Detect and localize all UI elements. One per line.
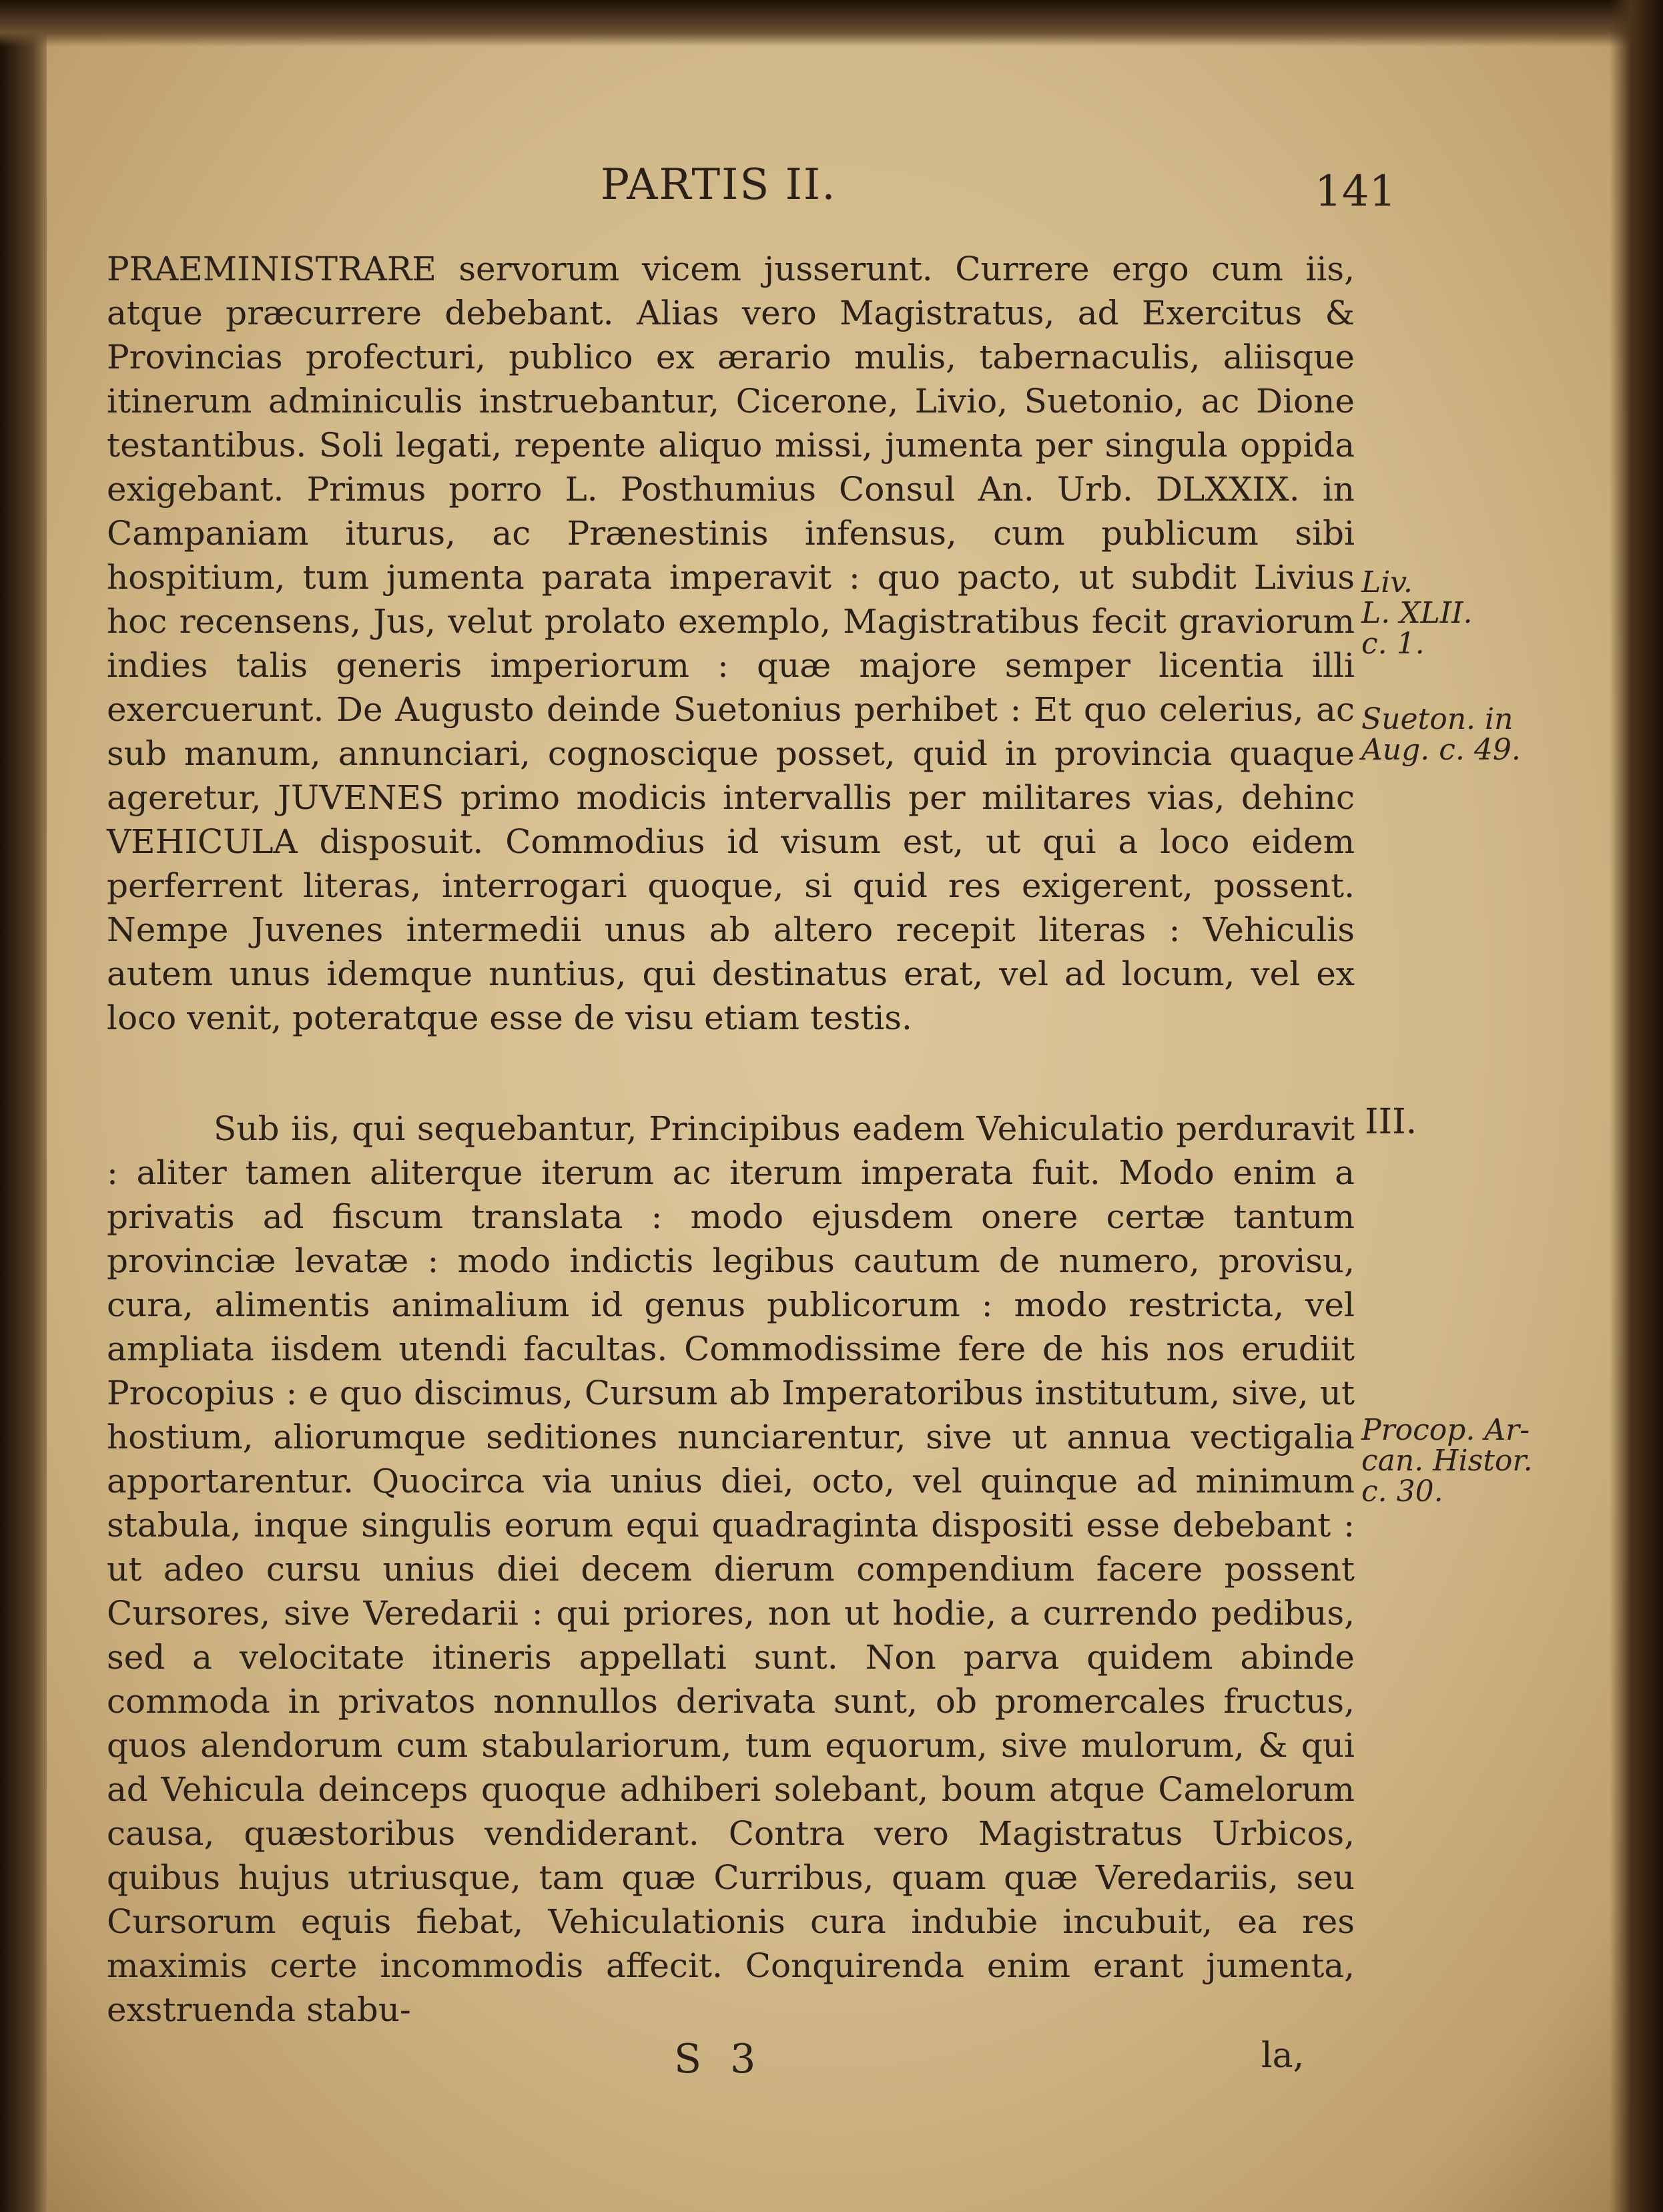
margin-line: Sueton. in [1361,702,1514,736]
margin-line: Procop. Ar- [1361,1413,1530,1447]
running-title: PARTIS II. [601,160,837,210]
margin-line: c. 30. [1361,1474,1443,1508]
top-edge-shadow [0,0,1663,47]
paragraph-2 [107,1107,1355,2032]
page-header [73,160,1602,227]
book-gutter-shadow [0,0,47,2212]
margin-line: Liv. [1361,565,1413,599]
margin-line: L. XLII. [1361,596,1473,630]
margin-note-procopius [1361,1415,1582,1507]
section-number [1365,1102,1585,1142]
paragraph-1-text: PRAEMINISTRARE servorum vicem jusserunt. Currere ergo cum iis, atque præcurrere debebant. Alias vero Magistratus, ad Exercitus & Provincias profecturi, publico ex ærario mulis, tabernaculis, aliisque itinerum adminiculis instruebantur, Cicerone, Livio, Suetonio, ac Dione testantibus. Soli legati, repente aliquo missi, jumenta per singula oppida exigebant. Primus porro L. Posthumius Consul An. Urb. DLXXIX. in Campaniam iturus, ac Prænestinis infensus, cum publicum sibi hospitium, tum jumenta parata imperavit : quo pacto, ut subdit Livius hoc recensens, Jus, velut prolato exemplo, Magistratibus fecit graviorum indies talis generis imperiorum : quæ majore semper licentia illi exercuerunt. De Augusto deinde Suetonius perhibet : Et quo celerius, ac sub manum, annunciari, cognoscique posset, quid in provincia quaque ageretur, JUVENES primo modicis intervallis per militares vias, dehinc VEHICULA disposuit. Commodius id visum est, ut qui a loco eidem perferrent literas, interrogari quoque, si quid res exigerent, possent. Nempe Juvenes intermedii unus ab altero recepit literas : Vehiculis autem unus idemque nuntius, qui destinatus erat, vel ad locum, vel ex loco venit, poteratque esse de visu etiam testis. [107,250,1355,1037]
margin-line: Aug. c. 49. [1361,733,1521,767]
paragraph-2-text: Sub iis, qui sequebantur, Principibus eadem Vehiculatio perduravit : aliter tamen aliterque iterum ac iterum imperata fuit. Modo enim a privatis ad fiscum translata : modo ejusdem onere certæ tantum provinciæ levatæ : modo indictis legibus cautum de numero, provisu, cura, alimentis animalium id genus publicorum : modo restricta, vel ampliata iisdem utendi facultas. Commodissime fere de his nos erudiit Procopius : e quo discimus, Cursum ab Imperatoribus institutum, sive, ut hostium, aliorumque seditiones nunciarentur, sive ut annua vectigalia apportarentur. Quocirca via unius diei, octo, vel quinque ad minimum stabula, inque singulis eorum equi quadraginta dispositi esse debebant : ut adeo cursu unius diei decem dierum compendium facere possent Cursores, sive Veredarii : qui priores, non ut hodie, a currendo pedibus, sed a velocitate itineris appellati sunt. Non parva quidem abinde commoda in privatos nonnullos derivata sunt, ob promercales fructus, quos alendorum cum stabulariorum, tum equorum, sive mulorum, & qui ad Vehicula deinceps quoque adhiberi solebant, boum atque Camelorum causa, quæstoribus vendiderant. Contra vero Magistratus Urbicos, quibus hujus utriusque, tam quæ Curribus, quam quæ Veredariis, seu Cursorum equis fiebat, Vehiculationis cura indubie incubuit, ea res maximis certe incommodis affecit. Conquirenda enim erant jumenta, exstruenda stabu- [107,1109,1355,2029]
book-page [73,53,1602,2189]
margin-line: c. 1. [1361,627,1425,661]
paragraph-1 [107,247,1355,1040]
right-edge-shadow [1610,0,1663,2212]
margin-line: can. Histor. [1361,1444,1533,1478]
page-footer [73,2036,1602,2089]
margin-note-livy [1361,567,1582,659]
margin-note-suetonius [1361,704,1582,766]
signature-mark: S 3 [674,2036,764,2083]
page-number: 141 [1315,167,1397,216]
catchword: la, [1261,2036,1305,2076]
section-number-text: III. [1365,1102,1417,1142]
